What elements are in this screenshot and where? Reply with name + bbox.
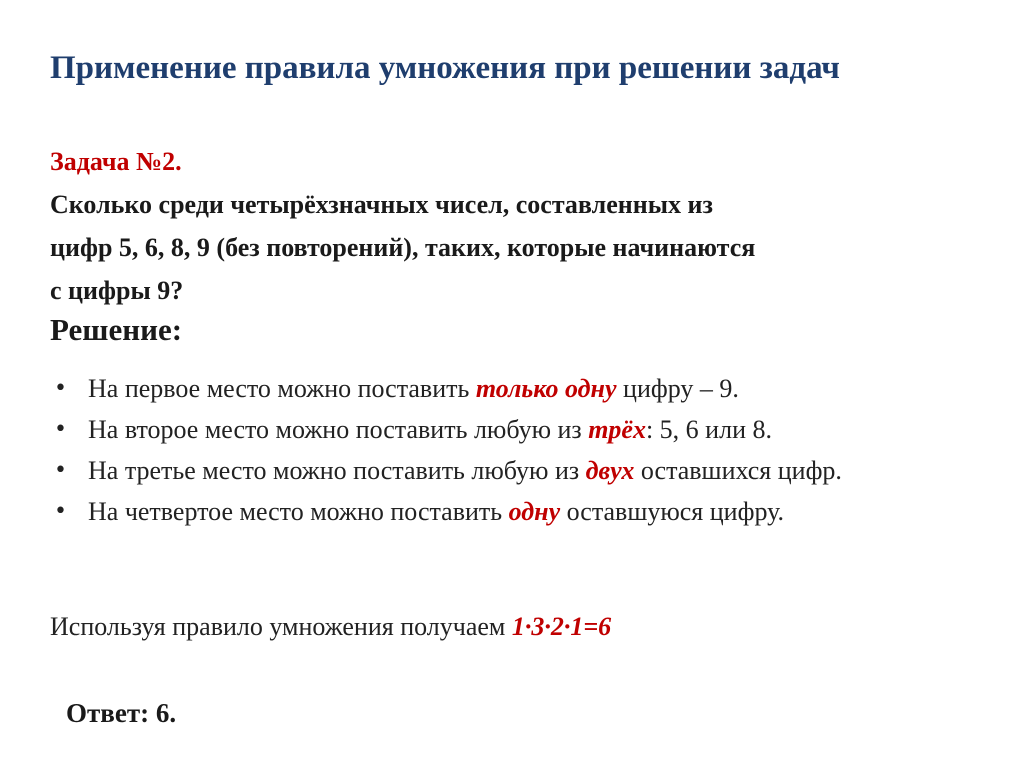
conclusion-text: Используя правило умножения получаем: [50, 612, 512, 641]
step-text: На второе место можно поставить любую из: [88, 415, 589, 444]
conclusion: [50, 612, 611, 642]
bullet-icon: •: [54, 417, 67, 442]
step-text: : 5, 6 или 8.: [645, 415, 772, 444]
answer: Ответ: 6.: [66, 698, 177, 728]
step-emphasis: только одну: [475, 374, 617, 403]
step-emphasis: двух: [585, 456, 635, 485]
task-text-line: Сколько среди четырёхзначных чисел, составленных из: [50, 190, 713, 219]
solution-step: [50, 368, 1010, 409]
step-text: оставшихся цифр.: [634, 456, 842, 485]
task-text-line: с цифры 9?: [50, 276, 184, 305]
step-emphasis: одну: [508, 497, 561, 526]
bullet-icon: •: [54, 499, 67, 524]
task-text-line: цифр 5, 6, 8, 9 (без повторений), таких, которые начинаются: [50, 233, 756, 262]
solution-heading: Решение:: [50, 312, 183, 347]
task-block: [50, 140, 1010, 312]
solution-step: [50, 491, 1010, 532]
bullet-icon: •: [54, 458, 67, 483]
step-emphasis: трёх: [588, 415, 646, 444]
step-text: На первое место можно поставить: [88, 374, 476, 403]
step-text: На четвертое место можно поставить: [88, 497, 509, 526]
slide-title: Применение правила умножения при решении задач: [50, 50, 840, 86]
solution-step: [50, 450, 1010, 491]
solution-step: [50, 409, 1010, 450]
step-text: На третье место можно поставить любую из: [88, 456, 586, 485]
bullet-icon: •: [54, 376, 67, 401]
step-text: оставшуюся цифру.: [560, 497, 784, 526]
step-text: цифру – 9.: [616, 374, 739, 403]
solution-steps: [50, 368, 1010, 532]
task-number: Задача №2.: [50, 147, 182, 176]
conclusion-result: 1·3·2·1=6: [511, 612, 612, 641]
